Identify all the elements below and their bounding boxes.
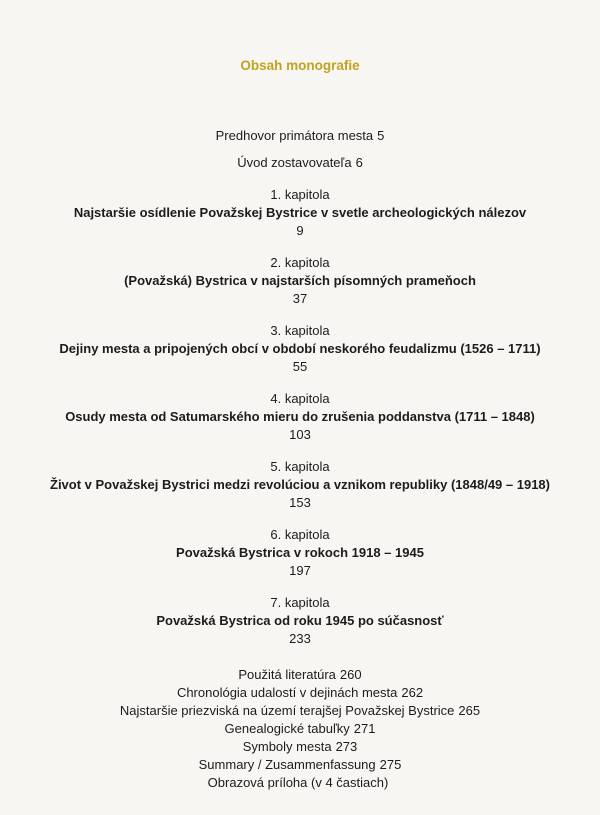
chapter-page: 153 [289,495,311,510]
entry-page: 273 [335,739,358,754]
entry-page: 271 [353,721,376,736]
chapter-page: 55 [292,359,308,374]
back-matter-list [0,666,600,792]
entry-title: Obrazová príloha (v 4 častiach) [207,775,389,790]
back-matter-entry [0,756,600,774]
chapter-title: Život v Považskej Bystrici medzi revolúciou a vznikom republiky (1848/49 – 1918) [50,477,550,492]
entry-title: Summary / Zusammenfassung [198,757,376,772]
chapter-page: 9 [296,223,304,238]
entry-title: Chronológia udalostí v dejinách mesta [176,685,398,700]
back-matter-entry [0,666,600,684]
entry-title: Genealogické tabuľky [224,721,350,736]
front-matter-entry [0,154,600,172]
chapter-label: 5. kapitola [270,459,330,474]
back-matter-entry [0,684,600,702]
chapter-page: 103 [289,427,311,442]
chapter-entry [0,186,600,240]
chapter-entry [0,322,600,376]
chapter-label: 4. kapitola [270,391,330,406]
entry-title: Symboly mesta [242,739,332,754]
chapter-label: 2. kapitola [270,255,330,270]
chapter-page: 197 [289,563,311,578]
chapter-title: Považská Bystrica od roku 1945 po súčasnosť [156,613,444,628]
chapter-label: 3. kapitola [270,323,330,338]
entry-title: Použitá literatúra [238,667,336,682]
chapter-entry [0,458,600,512]
entry-title: Najstaršie priezviská na území terajšej Považskej Bystrice [119,703,455,718]
back-matter-entry [0,774,600,792]
chapter-title: Považská Bystrica v rokoch 1918 – 1945 [176,545,424,560]
chapter-title: Dejiny mesta a pripojených obcí v období neskorého feudalizmu (1526 – 1711) [59,341,541,356]
entry-page: 265 [458,703,481,718]
entry-page: 6 [355,155,363,170]
chapter-page: 233 [289,631,311,646]
chapter-entry [0,526,600,580]
chapter-label: 6. kapitola [270,527,330,542]
chapter-entry [0,254,600,308]
front-matter-entry [0,127,600,145]
entry-title: Úvod zostavovateľa [237,155,352,170]
chapter-entry [0,594,600,648]
chapter-title: Osudy mesta od Satumarského mieru do zrušenia poddanstva (1711 – 1848) [65,409,535,424]
entry-page: 262 [401,685,424,700]
entry-title: Predhovor primátora mesta [215,128,374,143]
chapter-label: 1. kapitola [270,187,330,202]
back-matter-entry [0,702,600,720]
entry-page: 5 [377,128,385,143]
chapter-title: Najstaršie osídlenie Považskej Bystrice v svetle archeologických nálezov [73,205,527,220]
entry-page: 275 [379,757,402,772]
back-matter-entry [0,720,600,738]
back-matter-entry [0,738,600,756]
page-title: Obsah monografie [240,58,360,73]
chapter-entry [0,390,600,444]
chapter-page: 37 [292,291,308,306]
chapter-title: (Považská) Bystrica v najstarších písomných prameňoch [124,273,476,288]
table-of-contents [0,127,600,792]
chapter-label: 7. kapitola [270,595,330,610]
entry-page: 260 [339,667,362,682]
